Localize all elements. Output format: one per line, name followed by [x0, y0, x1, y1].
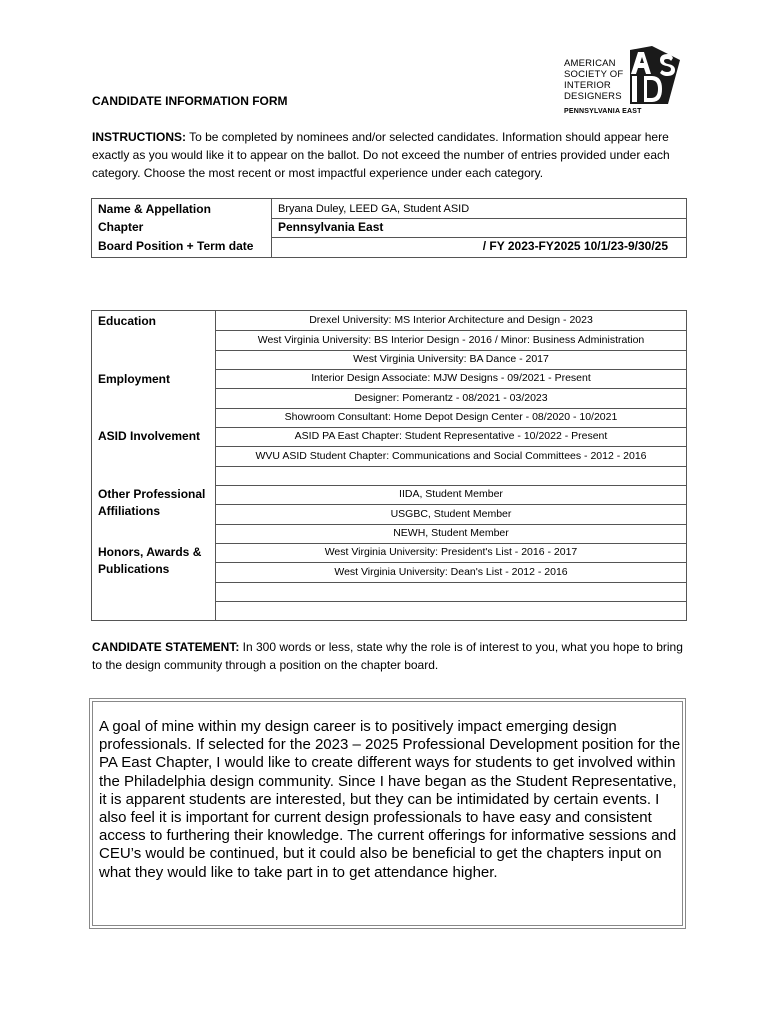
- row-divider: [271, 218, 686, 219]
- education-label: Education: [98, 314, 157, 328]
- section-label-column: [92, 311, 216, 620]
- position-label: Board Position + Term date: [98, 239, 254, 253]
- table-row: Designer: Pomerantz - 08/2021 - 03/2023: [216, 389, 686, 409]
- table-row: West Virginia University: BA Dance - 2017: [216, 350, 686, 370]
- position-value: / FY 2023-FY2025 10/1/23-9/30/25: [482, 239, 668, 253]
- statement-label: CANDIDATE STATEMENT:: [92, 640, 240, 654]
- table-row: IIDA, Student Member: [216, 485, 686, 505]
- table-row: [216, 601, 686, 620]
- table-row: [216, 582, 686, 602]
- candidate-table: [91, 198, 687, 258]
- name-label: Name & Appellation: [98, 202, 211, 216]
- logo-line: DESIGNERS: [564, 91, 622, 102]
- table-row: Drexel University: MS Interior Architecture and Design - 2023: [216, 311, 686, 331]
- table-row: ASID PA East Chapter: Student Representative - 10/2022 - Present: [216, 427, 686, 447]
- asid-logo: [564, 46, 688, 120]
- candidate-statement-frame: [92, 701, 683, 926]
- table-row: [216, 466, 686, 486]
- instructions-label: INSTRUCTIONS:: [92, 130, 186, 144]
- table-row: Interior Design Associate: MJW Designs - 09/2021 - Present: [216, 369, 686, 389]
- statement-instructions: [92, 638, 688, 674]
- honors-label-line: Publications: [98, 562, 170, 576]
- table-row: West Virginia University: President's List - 2016 - 2017: [216, 543, 686, 563]
- chapter-value: Pennsylvania East: [278, 220, 384, 234]
- experience-table: [91, 310, 687, 621]
- table-row: Showroom Consultant: Home Depot Design Center - 08/2020 - 10/2021: [216, 408, 686, 428]
- table-row: WVU ASID Student Chapter: Communications and Social Committees - 2012 - 2016: [216, 447, 686, 467]
- asid-involvement-label: ASID Involvement: [98, 429, 201, 443]
- instructions: [92, 128, 688, 182]
- table-row: West Virginia University: BS Interior Design - 2016 / Minor: Business Administration: [216, 331, 686, 351]
- logo-line: SOCIETY OF: [564, 69, 624, 80]
- statement-instructions-text: In 300 words or less, state why the role is of interest to you, what you hope to bring to the design community through a position on the chapter board.: [92, 640, 683, 672]
- other-affiliations-label: [98, 486, 205, 520]
- logo-line: AMERICAN: [564, 58, 616, 69]
- table-row: NEWH, Student Member: [216, 524, 686, 544]
- chapter-label: Chapter: [98, 220, 144, 234]
- honors-label-line: Honors, Awards &: [98, 545, 202, 559]
- candidate-statement-box: [89, 698, 686, 929]
- row-divider: [271, 237, 686, 238]
- logo-line: INTERIOR: [564, 80, 611, 91]
- other-affiliations-label-line: Affiliations: [98, 504, 160, 518]
- instructions-text: To be completed by nominees and/or selected candidates. Information should appear here exactly as you would like it to appear on the ballot. Do not exceed the number of entries provided under each category. Choose the most recent or most impactful experience under each category.: [92, 130, 670, 180]
- logo-chapter: PENNSYLVANIA EAST: [564, 108, 642, 115]
- form-title: CANDIDATE INFORMATION FORM: [92, 94, 288, 108]
- honors-label: [98, 544, 201, 578]
- logo-wordmark: [564, 58, 623, 102]
- name-value: Bryana Duley, LEED GA, Student ASID: [278, 203, 470, 215]
- table-row: USGBC, Student Member: [216, 505, 686, 525]
- candidate-statement-text: A goal of mine within my design career is to positively impact emerging design professionals. If selected for the 2023 – 2025 Professional Development position for the PA East Chapter, I would like to create different ways for students to get involved within the Philadelphia design community. Since I have began as the Student Representative, it is apparent students are interested, but they can be intimidated by certain events. I also feel it is important for current design professionals to have easy and consistent access to furthering their knowledge. The current offerings for informative sessions and CEU’s would be continued, but it could also be beneficial to get the chapters input on what they would like to take part in to get attendance higher.: [99, 718, 681, 881]
- employment-label: Employment: [98, 372, 171, 386]
- candidate-label-column: [92, 199, 272, 257]
- asid-mark-icon: [624, 46, 684, 106]
- table-row: West Virginia University: Dean's List - 2012 - 2016: [216, 563, 686, 583]
- other-affiliations-label-line: Other Professional: [98, 487, 206, 501]
